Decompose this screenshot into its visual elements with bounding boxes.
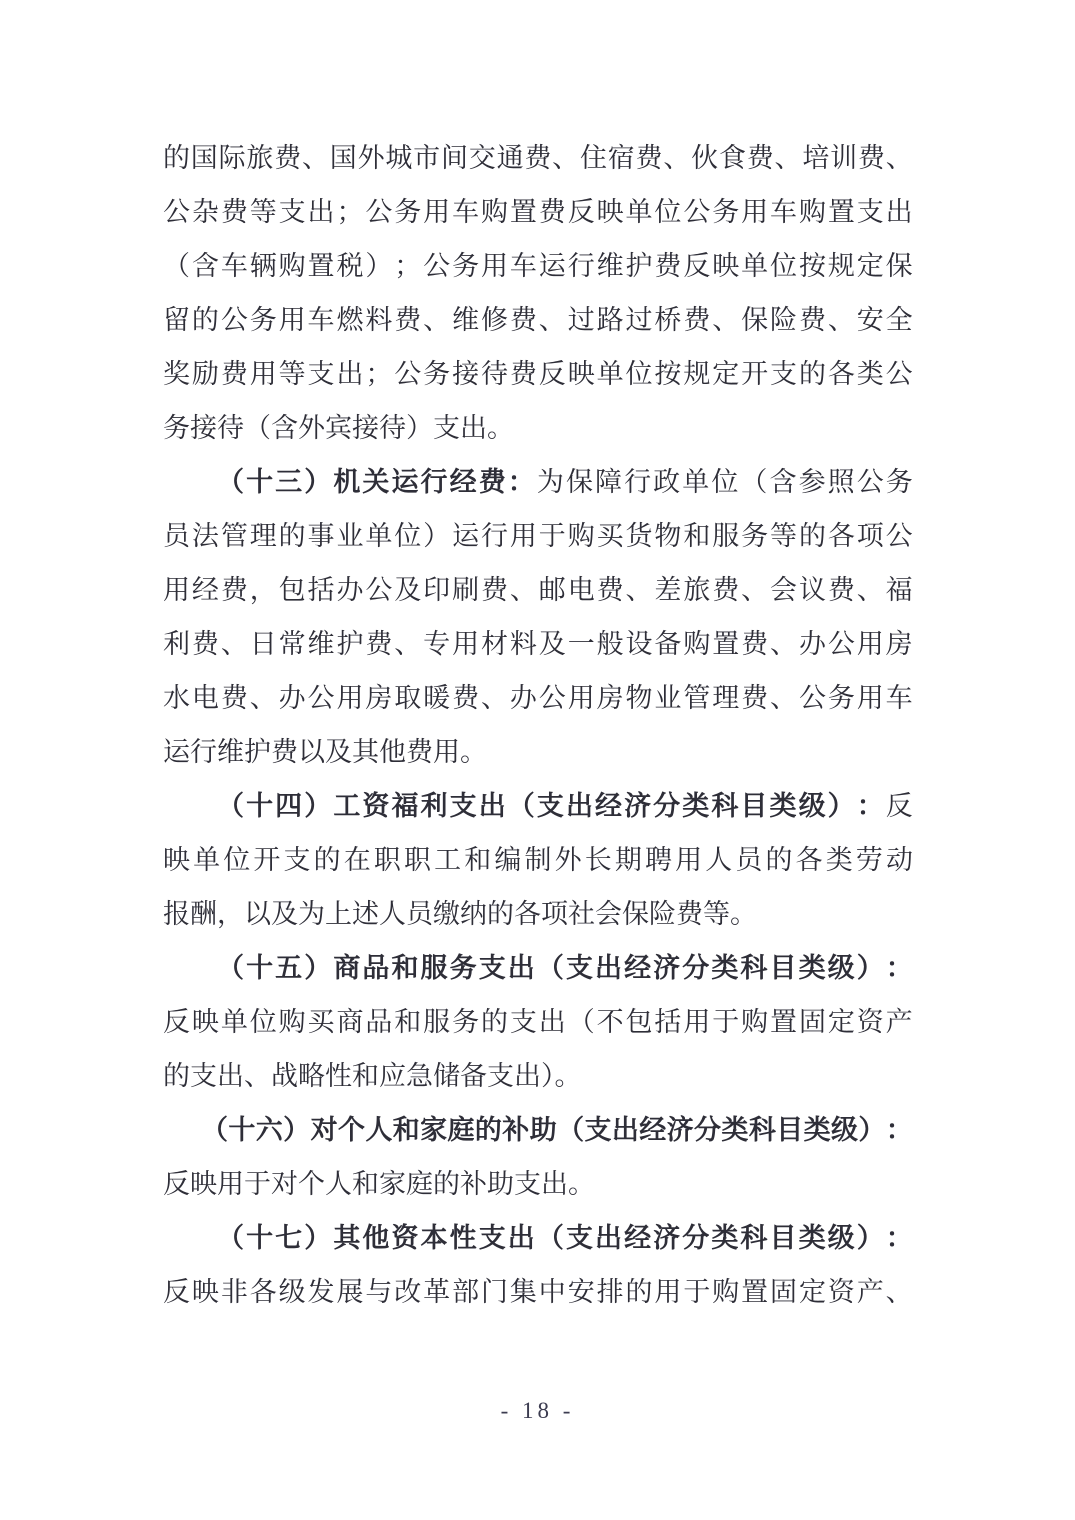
- text-line: （ 含 车 辆 购 置 税 ） ； 公 务 用 车 运 行 维 护 费 反 映 单 位 按 规 定 保: [163, 251, 913, 281]
- text-line: 的 国 际 旅 费 、 国 外 城 市 间 交 通 费 、 住 宿 费 、 伙 食 费 、 培 训 费 、: [163, 143, 913, 173]
- text-line: 反 映 单 位 购 买 商 品 和 服 务 的 支 出 （ 不 包 括 用 于 购 置 固 定 资 产: [163, 1007, 913, 1037]
- text-line: 运行维护费以及其他费用。: [163, 737, 487, 767]
- text-line: 员 法 管 理 的 事 业 单 位 ） 运 行 用 于 购 买 货 物 和 服 务 等 的 各 项 公: [163, 521, 913, 551]
- heading-line: （ 十 四 ） 工 资 福 利 支 出 （ 支 出 经 济 分 类 科 目 类 级 ） ： 反: [217, 791, 913, 821]
- text-line: 利 费 、 日 常 维 护 费 、 专 用 材 料 及 一 般 设 备 购 置 费 、 办 公 用 房: [163, 629, 913, 659]
- text-block: [163, 131, 913, 1319]
- heading-line: （ 十 六 ） 对 个 人 和 家 庭 的 补 助 （ 支 出 经 济 分 类 科 目 类 级 ） ：: [201, 1115, 913, 1145]
- heading-line: （ 十 五 ） 商 品 和 服 务 支 出 （ 支 出 经 济 分 类 科 目 类 级 ） ：: [217, 953, 913, 983]
- text-line: 务接待（含外宾接待）支出。: [163, 413, 514, 443]
- text-line: 奖 励 费 用 等 支 出 ； 公 务 接 待 费 反 映 单 位 按 规 定 开 支 的 各 类 公: [163, 359, 913, 389]
- text-line: 映 单 位 开 支 的 在 职 职 工 和 编 制 外 长 期 聘 用 人 员 的 各 类 劳 动: [163, 845, 913, 875]
- text-line: 公 杂 费 等 支 出 ； 公 务 用 车 购 置 费 反 映 单 位 公 务 用 车 购 置 支 出: [163, 197, 913, 227]
- text-line: 反映用于对个人和家庭的补助支出。: [163, 1169, 595, 1199]
- text-line: 的支出、战略性和应急储备支出）。: [163, 1061, 582, 1091]
- text-line: 报酬，以及为上述人员缴纳的各项社会保险费等。: [163, 899, 757, 929]
- page-number: - 18 -: [500, 1398, 575, 1423]
- text-line: 用 经 费 ， 包 括 办 公 及 印 刷 费 、 邮 电 费 、 差 旅 费 、 会 议 费 、 福: [163, 575, 913, 605]
- text-line: 水 电 费 、 办 公 用 房 取 暖 费 、 办 公 用 房 物 业 管 理 费 、 公 务 用 车: [163, 683, 913, 713]
- heading-line: （ 十 三 ） 机 关 运 行 经 费 ： 为 保 障 行 政 单 位 （ 含 参 照 公 务: [217, 467, 913, 497]
- heading-line: （ 十 七 ） 其 他 资 本 性 支 出 （ 支 出 经 济 分 类 科 目 类 级 ） ：: [217, 1223, 913, 1253]
- text-line: 反 映 非 各 级 发 展 与 改 革 部 门 集 中 安 排 的 用 于 购 置 固 定 资 产 、: [163, 1277, 913, 1307]
- text-line: 留 的 公 务 用 车 燃 料 费 、 维 修 费 、 过 路 过 桥 费 、 保 险 费 、 安 全: [163, 305, 913, 335]
